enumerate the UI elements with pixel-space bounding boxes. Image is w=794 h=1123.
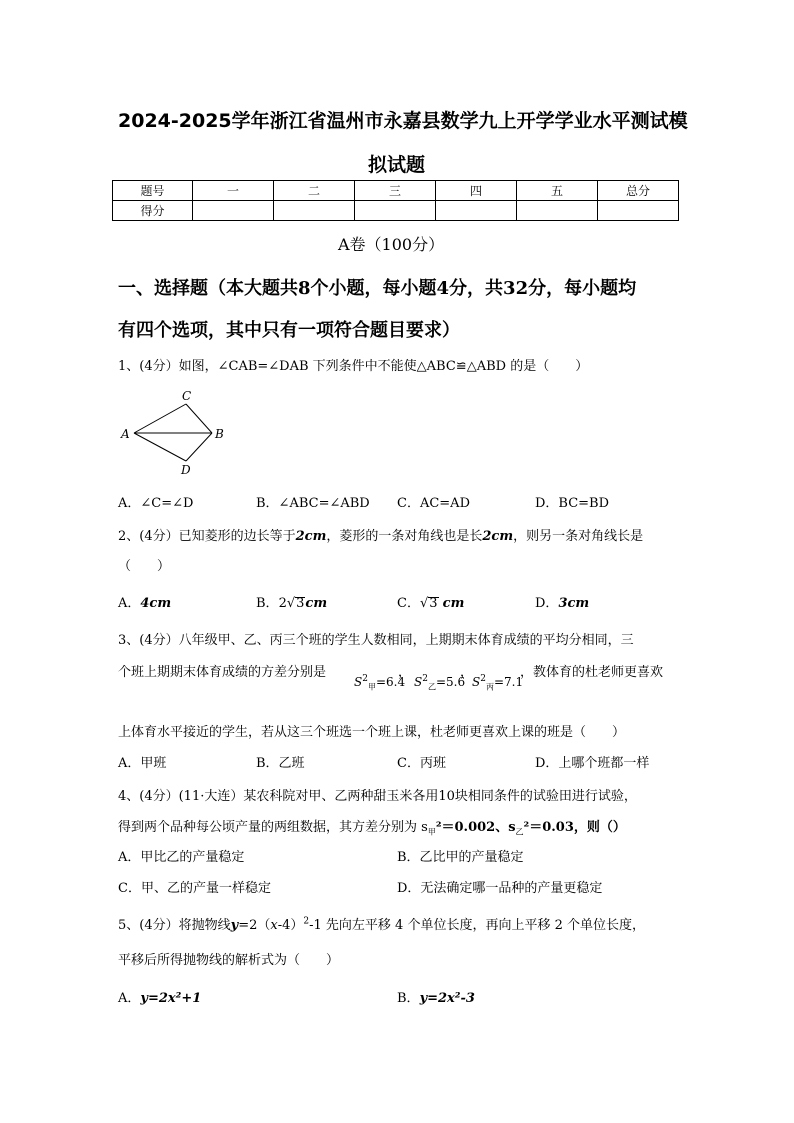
q3-line2-text: 个班上期期末体育成绩的方差分别是 — [118, 665, 327, 680]
q4-option-d: D．无法确定哪一品种的产量更稳定 — [397, 881, 603, 896]
score-blank-cell — [274, 201, 355, 221]
q3-line1: 3、(4分）八年级甲、乙、丙三个班的学生人数相同，上期期末体育成绩的平均分相同，三 — [118, 633, 634, 648]
q4-option-b: B．乙比甲的产量稳定 — [397, 850, 524, 865]
q2-diagonal-length: 2cm — [482, 529, 514, 544]
score-header-cell: 五 — [517, 181, 598, 201]
variance-symbol: S — [414, 675, 423, 689]
score-label-cell: 得分 — [113, 201, 193, 221]
doc-title-line1: 2024-2025学年浙江省温州市永嘉县数学九上开学学业水平测试模 — [118, 110, 688, 132]
score-blank-cell — [598, 201, 679, 221]
q2-option-b-label: B． — [256, 596, 279, 611]
variance-sub: 乙 — [427, 682, 436, 692]
variance-symbol: S — [354, 675, 363, 689]
q1-figure — [118, 388, 238, 478]
variance-symbol: S — [472, 675, 481, 689]
q2-option-d-label: D． — [535, 596, 559, 611]
q3-comma: ， — [398, 665, 412, 680]
q2-option-b: B．2√3cm — [256, 596, 328, 611]
q3-option-b: B．乙班 — [256, 756, 305, 771]
q5-option-a-expr: y=2x²+1 — [140, 991, 202, 1006]
score-header-cell: 三 — [355, 181, 436, 201]
q1-option-b: B．∠ABC=∠ABD — [256, 496, 370, 511]
q3-line3: 上体育水平接近的学生，若从这三个班选一个班上课，杜老师更喜欢上课的班是（ ） — [118, 725, 626, 740]
q5-option-a-label: A． — [118, 991, 141, 1006]
q5-line1-text: 5、(4分）将抛物线 — [118, 918, 231, 933]
variance-sub: 甲 — [367, 682, 376, 692]
q4-line1: 4、(4分）(11·大连）某农科院对甲、乙两种甜玉米各用10块相同条件的试验田进行试验， — [118, 789, 637, 804]
q4-line2-text: ²＝0.03，则（） — [523, 820, 626, 835]
q3-variance-jia — [354, 674, 405, 692]
q4-option-c: C．甲、乙的产量一样稳定 — [118, 881, 271, 896]
q4-line2-text: 得到两个品种每公顷产量的两组数据，其方差分别为 s — [118, 820, 428, 835]
section1-heading-line1: 一、选择题（本大题共8个小题，每小题4分，共32分，每小题均 — [118, 278, 637, 299]
q4-line2 — [118, 816, 626, 838]
variance-sup: 2 — [480, 674, 486, 684]
q2-option-d — [535, 592, 589, 611]
figure-line-db — [186, 433, 212, 461]
score-table-score-row — [113, 201, 679, 221]
q5-var-y: y — [230, 918, 239, 933]
q1-option-a: A．∠C=∠D — [118, 496, 194, 511]
q2-option-b-radicand: 3 — [296, 596, 305, 611]
variance-sup: 2 — [422, 674, 428, 684]
figure-label-b: B — [215, 427, 224, 441]
figure-line-cb — [186, 404, 212, 433]
q1-option-c: C．AC=AD — [397, 496, 470, 511]
q5-line1-text: -4） — [277, 918, 304, 933]
q2-option-a-value: 4cm — [140, 596, 172, 611]
q2-stem-text: ，则另一条对角线长是 — [513, 529, 644, 544]
q3-variance-yi — [414, 674, 465, 692]
score-header-cell: 一 — [193, 181, 274, 201]
score-header-cell: 总分 — [598, 181, 679, 201]
q1-stem: 1、(4分）如图，∠CAB=∠DAB 下列条件中不能使△ABC≌△ABD 的是（ ） — [118, 359, 589, 374]
q2-stem-text: 2、(4分）已知菱形的边长等于 — [118, 529, 296, 544]
q2-option-c-unit: cm — [442, 596, 465, 611]
score-table — [112, 180, 679, 221]
q5-option-b — [397, 987, 475, 1006]
variance-value: =6.4 — [375, 675, 406, 689]
score-table-header-row — [113, 181, 679, 201]
q4-sub-jia: 甲 — [427, 827, 436, 837]
q4-line2-text: ²＝0.002、s — [435, 820, 516, 835]
score-header-cell: 四 — [436, 181, 517, 201]
q5-var-x: x — [270, 918, 278, 933]
q2-stem-text: ，菱形的一条对角线也是长 — [326, 529, 483, 544]
q5-line1-text: =2（ — [238, 918, 271, 933]
q1-option-d: D．BC=BD — [535, 496, 610, 511]
q2-option-c-radicand: 3 — [429, 596, 438, 611]
score-blank-cell — [193, 201, 274, 221]
q4-sub-yi: 乙 — [515, 827, 524, 837]
variance-value: =7.1 — [493, 675, 524, 689]
doc-title-line2: 拟试题 — [368, 154, 426, 176]
score-blank-cell — [517, 201, 598, 221]
section1-heading-line2: 有四个选项，其中只有一项符合题目要求） — [118, 320, 460, 341]
q2-option-d-value: 3cm — [558, 596, 590, 611]
q5-line2: 平移后所得抛物线的解析式为（ ） — [118, 953, 340, 968]
score-blank-cell — [436, 201, 517, 221]
q2-option-c: C．√3 cm — [397, 596, 465, 611]
q2-option-b-unit: cm — [305, 596, 328, 611]
q3-line2-tail: ，教体育的杜老师更喜欢 — [520, 665, 664, 680]
q5-option-b-label: B． — [397, 991, 420, 1006]
paper-a-heading: A卷（100分） — [338, 235, 445, 254]
figure-label-c: C — [182, 389, 192, 403]
score-header-cell: 二 — [274, 181, 355, 201]
figure-label-a: A — [121, 427, 130, 441]
score-blank-cell — [355, 201, 436, 221]
q2-stem-line1 — [118, 525, 643, 544]
score-header-cell: 题号 — [113, 181, 193, 201]
q3-option-d: D．上哪个班都一样 — [535, 756, 650, 771]
q3-variance-bing — [472, 674, 523, 692]
variance-sup: 2 — [362, 674, 368, 684]
q3-option-c: C．丙班 — [397, 756, 446, 771]
q3-comma: ， — [460, 665, 474, 680]
figure-line-ac — [134, 404, 186, 433]
q3-option-a: A．甲班 — [118, 756, 167, 771]
q5-line1 — [118, 914, 645, 933]
q5-option-b-expr: y=2x²-3 — [419, 991, 475, 1006]
variance-value: =5.6 — [435, 675, 466, 689]
q2-option-a-label: A． — [118, 596, 141, 611]
q2-side-length: 2cm — [295, 529, 327, 544]
q2-stem-line2: （ ） — [118, 559, 171, 574]
q5-line1-text: -1 先向左平移 4 个单位长度，再向上平移 2 个单位长度， — [309, 918, 645, 933]
q5-exponent: 2 — [303, 916, 310, 927]
figure-line-ad — [134, 433, 186, 461]
q5-option-a — [118, 987, 201, 1006]
q4-option-a: A．甲比乙的产量稳定 — [118, 850, 245, 865]
q2-option-c-label: C． — [397, 596, 420, 611]
q2-option-a — [118, 592, 171, 611]
variance-sub: 丙 — [485, 682, 494, 692]
figure-label-d: D — [181, 463, 191, 477]
q2-option-b-coef: 2 — [278, 596, 287, 611]
